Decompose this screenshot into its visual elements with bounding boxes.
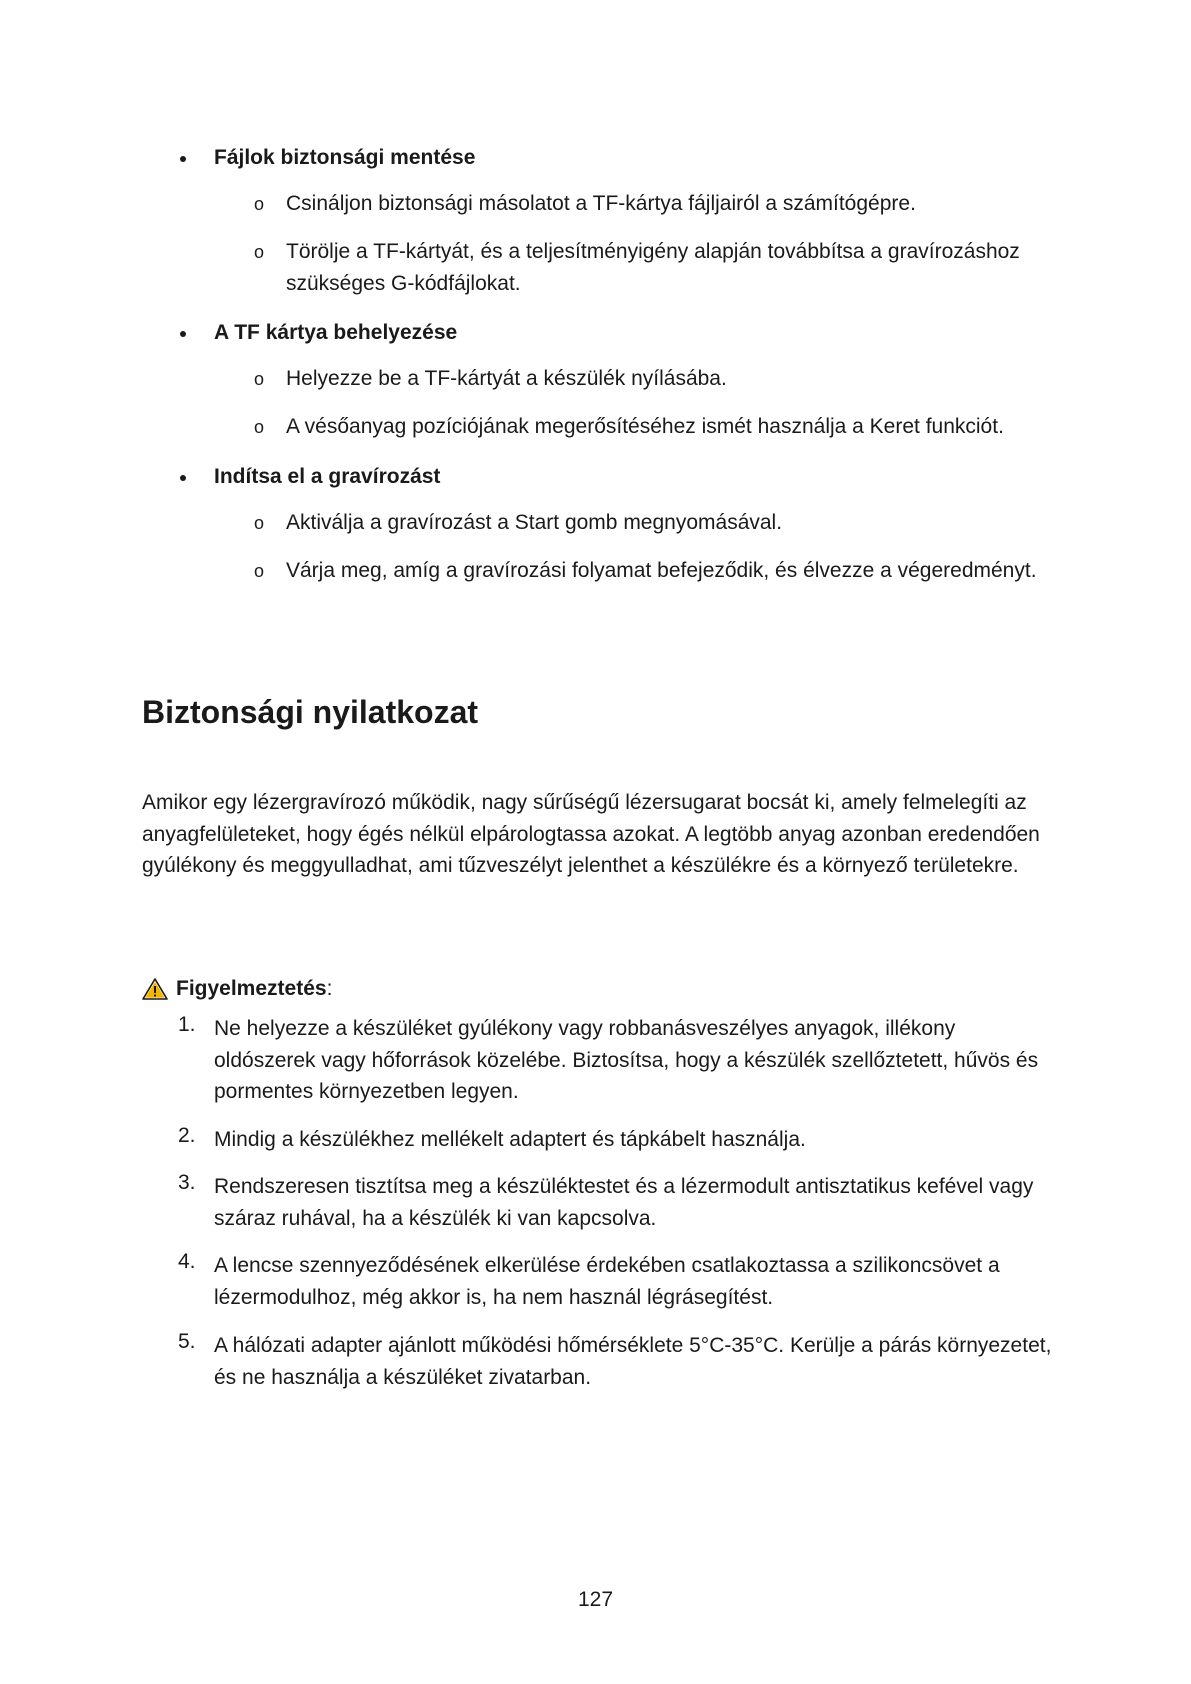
sub-item: Aktiválja a gravírozást a Start gomb megnyomásával.	[286, 511, 783, 534]
section-heading: Biztonsági nyilatkozat	[142, 694, 479, 730]
bullet-dot	[180, 331, 186, 337]
sub-marker: o	[254, 513, 265, 533]
item-number: 4.	[178, 1250, 196, 1273]
item-number: 3.	[178, 1171, 196, 1194]
bullet-dot	[180, 475, 186, 481]
sub-marker: o	[254, 561, 265, 581]
bullet-title: A TF kártya behelyezése	[214, 321, 458, 344]
sub-item: Várja meg, amíg a gravírozási folyamat befejeződik, és élvezze a végeredményt.	[286, 559, 1037, 582]
item-number: 1.	[178, 1013, 196, 1036]
warning-triangle-icon	[142, 977, 168, 1001]
bullet-title: Indítsa el a gravírozást	[214, 465, 441, 488]
bullet-dot	[180, 156, 186, 162]
sub-item: Csináljon biztonsági másolatot a TF-kártya fájljairól a számítógépre.	[286, 192, 916, 215]
sub-item: Törölje a TF-kártyát, és a teljesítményigény alapján továbbítsa a gravírozáshoz szükséges G-kódfájlokat.	[286, 240, 1020, 295]
item-text: Rendszeresen tisztítsa meg a készüléktestet és a lézermodult antisztatikus kefével vagy száraz ruhával, ha a készülék ki van kapcsolva.	[214, 1175, 1034, 1230]
sub-marker: o	[254, 417, 265, 437]
sub-item: A vésőanyag pozíciójának megerősítéséhez ismét használja a Keret funkciót.	[286, 415, 1004, 438]
item-text: Mindig a készülékhez mellékelt adaptert és tápkábelt használja.	[214, 1128, 806, 1151]
sub-item: Helyezze be a TF-kártyát a készülék nyílásába.	[286, 367, 727, 390]
item-text: A hálózati adapter ajánlott működési hőmérséklete 5°C-35°C. Kerülje a párás környezetet, és ne használja a készüléket zivatarban.	[214, 1334, 1052, 1389]
item-text: A lencse szennyeződésének elkerülése érdekében csatlakoztassa a szilikoncsövet a lézermodulhoz, még akkor is, ha nem használ légrásegítést.	[214, 1254, 1000, 1309]
sub-marker: o	[254, 194, 265, 214]
intro-paragraph: Amikor egy lézergravírozó működik, nagy sűrűségű lézersugarat bocsát ki, amely felmelegíti az anyagfelületeket, hogy égés nélkül elpárologtassa azokat. A legtöbb anyag azonban eredendően gyúlékony és meggyulladhat, ami tűzveszélyt jelenthet a készülékre és a környező területekre.	[142, 791, 1040, 877]
bullet-title: Fájlok biztonsági mentése	[214, 146, 476, 169]
warning-label-row	[142, 977, 332, 1001]
warning-label: Figyelmeztetés	[176, 977, 327, 1000]
warning-colon: :	[326, 977, 333, 1000]
sub-marker: o	[254, 242, 265, 262]
item-number: 5.	[178, 1330, 196, 1353]
item-number: 2.	[178, 1124, 196, 1147]
sub-marker: o	[254, 369, 265, 389]
item-text: Ne helyezze a készüléket gyúlékony vagy robbanásveszélyes anyagok, illékony oldószerek vagy hőforrások közelébe. Biztosítsa, hogy a készülék szellőztetett, hűvös és pormentes környezetben legyen.	[214, 1017, 1039, 1103]
page-number: 127	[577, 1588, 614, 1611]
